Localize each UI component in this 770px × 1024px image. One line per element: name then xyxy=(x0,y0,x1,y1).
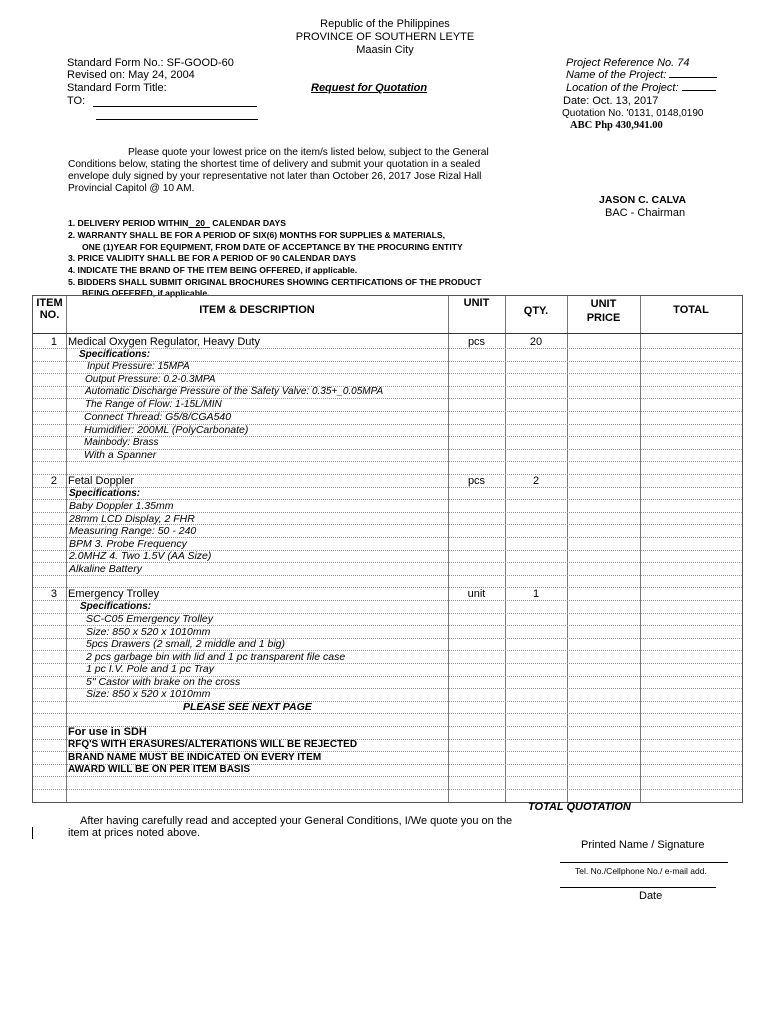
revised-on: Revised on: May 24, 2004 xyxy=(67,69,195,81)
item-1-spec-label: Specifications: xyxy=(79,349,151,360)
to-label: TO: xyxy=(67,95,86,107)
item-3-spec: 5pcs Drawers (2 small, 2 middle and 1 big) xyxy=(86,638,285,650)
condition-3: 3. PRICE VALIDITY SHALL BE FOR A PERIOD OF 90 CALENDAR DAYS xyxy=(68,253,356,263)
project-reference: Project Reference No. 74 xyxy=(566,57,690,69)
item-1-unit: pcs xyxy=(467,336,486,348)
item-3-spec: SC-C05 Emergency Trolley xyxy=(86,613,214,625)
condition-4: 4. INDICATE THE BRAND OF THE ITEM BEING OFFERED, if applicable. xyxy=(68,265,358,275)
item-3-unit: unit xyxy=(467,588,486,600)
date-line xyxy=(560,887,716,888)
condition-5b: BEING OFFERED, if applicable. xyxy=(82,288,210,298)
row-separator xyxy=(33,575,742,576)
form-title: Request for Quotation xyxy=(311,82,428,94)
item-1-number: 1 xyxy=(50,336,57,348)
intro-line-4: Provincial Capitol @ 10 AM. xyxy=(68,183,195,194)
standard-form-title: Standard Form Title: xyxy=(67,82,167,94)
to-line-2 xyxy=(96,119,258,120)
item-3-qty: 1 xyxy=(532,588,540,600)
note-erasures: RFQ'S WITH ERASURES/ALTERATIONS WILL BE REJECTED xyxy=(68,739,358,750)
item-2-spec: BPM 3. Probe Frequency xyxy=(69,538,187,550)
item-1-spec: Mainbody: Brass xyxy=(84,437,159,448)
header-republic: Republic of the Philippines xyxy=(320,18,450,30)
item-3-spec: 5" Castor with brake on the cross xyxy=(86,676,241,688)
row-separator xyxy=(33,789,742,790)
to-line-1 xyxy=(93,106,257,107)
item-1-name: Medical Oxygen Regulator, Heavy Duty xyxy=(68,336,260,348)
header-description: ITEM & DESCRIPTION xyxy=(199,304,315,316)
item-2-spec: Baby Doppler 1.35mm xyxy=(69,500,174,512)
quotation-table xyxy=(32,295,743,803)
item-2-spec: 28mm LCD Display, 2 FHR xyxy=(69,513,195,525)
printed-name-label: Printed Name / Signature xyxy=(581,839,705,851)
item-3-name: Emergency Trolley xyxy=(68,588,160,600)
quotation-number: Quotation No. '0131, 0148,0190 xyxy=(562,108,704,119)
signatory-title: BAC - Chairman xyxy=(605,207,686,219)
item-3-spec: 1 pc I.V. Pole and 1 pc Tray xyxy=(86,663,215,675)
item-1-spec: The Range of Flow: 1-15L/MIN xyxy=(85,399,222,410)
item-1-spec: Connect Thread: G5/8/CGA540 xyxy=(84,411,232,423)
note-sdh: For use in SDH xyxy=(68,726,147,738)
row-separator xyxy=(33,474,742,475)
see-next-page: PLEASE SEE NEXT PAGE xyxy=(183,701,312,713)
project-location-label: Location of the Project: xyxy=(566,82,716,94)
margin-mark xyxy=(32,827,33,839)
acceptance-line-1: After having carefully read and accepted your General Conditions, I/We quote you on the xyxy=(80,815,513,827)
item-2-number: 2 xyxy=(50,475,57,487)
condition-2b: ONE (1)YEAR FOR EQUIPMENT, FROM DATE OF ACCEPTANCE BY THE PROCURING ENTITY xyxy=(82,242,463,252)
condition-1: 1. DELIVERY PERIOD WITHIN 20 CALENDAR DAYS xyxy=(68,218,286,228)
item-3-spec: Size: 850 x 520 x 1010mm xyxy=(86,688,211,700)
header-qty: QTY. xyxy=(523,305,549,317)
header-item-no: ITEM NO. xyxy=(36,297,63,321)
intro-line-2: Conditions below, stating the shortest time of delivery and submit your quotation in a sealed xyxy=(68,159,481,170)
abc-amount: ABC Php 430,941.00 xyxy=(570,120,663,131)
header-total: TOTAL xyxy=(673,304,709,316)
row-separator xyxy=(33,776,742,777)
intro-line-1: Please quote your lowest price on the item/s listed below, subject to the General xyxy=(128,147,489,158)
row-separator xyxy=(33,701,742,702)
intro-line-3: envelope duly signed by your representative not later than October 26, 2017 Jose Rizal Hall xyxy=(68,171,482,182)
quote-date: Date: Oct. 13, 2017 xyxy=(563,95,659,107)
item-3-spec-label: Specifications: xyxy=(80,601,152,612)
header-city: Maasin City xyxy=(356,44,414,56)
header-province: PROVINCE OF SOUTHERN LEYTE xyxy=(295,31,475,43)
item-1-spec: Humidifier: 200ML (PolyCarbonate) xyxy=(84,424,249,436)
acceptance-line-2: item at prices noted above. xyxy=(68,827,201,839)
total-quotation-label: TOTAL QUOTATION xyxy=(528,801,631,813)
standard-form-no: Standard Form No.: SF-GOOD-60 xyxy=(67,57,234,69)
item-1-spec: Output Pressure: 0.2-0.3MPA xyxy=(85,374,216,385)
signatory-name: JASON C. CALVA xyxy=(599,194,687,206)
row-separator xyxy=(33,713,742,714)
condition-2a: 2. WARRANTY SHALL BE FOR A PERIOD OF SIX(6) MONTHS FOR SUPPLIES & MATERIALS, xyxy=(68,230,446,240)
item-1-qty: 20 xyxy=(529,336,543,348)
item-1-spec: Automatic Discharge Pressure of the Safety Valve: 0.35+_0.05MPA xyxy=(85,386,384,397)
item-2-unit: pcs xyxy=(467,475,486,487)
contact-label: Tel. No./Cellphone No./ e-mail add. xyxy=(575,866,707,876)
item-2-spec: Alkaline Battery xyxy=(69,563,142,575)
item-3-spec: 2 pcs garbage bin with lid and 1 pc transparent file case xyxy=(86,651,346,663)
note-brand: BRAND NAME MUST BE INDICATED ON EVERY ITEM xyxy=(68,752,322,763)
item-3-spec: Size: 850 x 520 x 1010mm xyxy=(86,626,211,638)
row-separator xyxy=(33,461,742,462)
item-1-spec: With a Spanner xyxy=(84,449,157,461)
item-2-spec: Measuring Range: 50 - 240 xyxy=(69,525,197,537)
header-unit-price: UNIT PRICE xyxy=(586,298,621,324)
item-2-spec-label: Specifications: xyxy=(69,488,141,499)
signature-line xyxy=(560,862,728,863)
item-1-spec: Input Pressure: 15MPA xyxy=(87,361,190,372)
project-name-label: Name of the Project: xyxy=(566,69,717,81)
header-unit: UNIT xyxy=(463,297,490,309)
header-divider xyxy=(33,333,742,334)
condition-5a: 5. BIDDERS SHALL SUBMIT ORIGINAL BROCHURES SHOWING CERTIFICATIONS OF THE PRODUCT xyxy=(68,277,482,287)
date-label: Date xyxy=(639,890,663,902)
note-award: AWARD WILL BE ON PER ITEM BASIS xyxy=(68,764,251,775)
item-2-spec: 2.0MHZ 4. Two 1.5V (AA Size) xyxy=(69,550,212,562)
item-3-number: 3 xyxy=(50,588,57,600)
item-2-name: Fetal Doppler xyxy=(68,475,135,487)
item-2-qty: 2 xyxy=(532,475,540,487)
